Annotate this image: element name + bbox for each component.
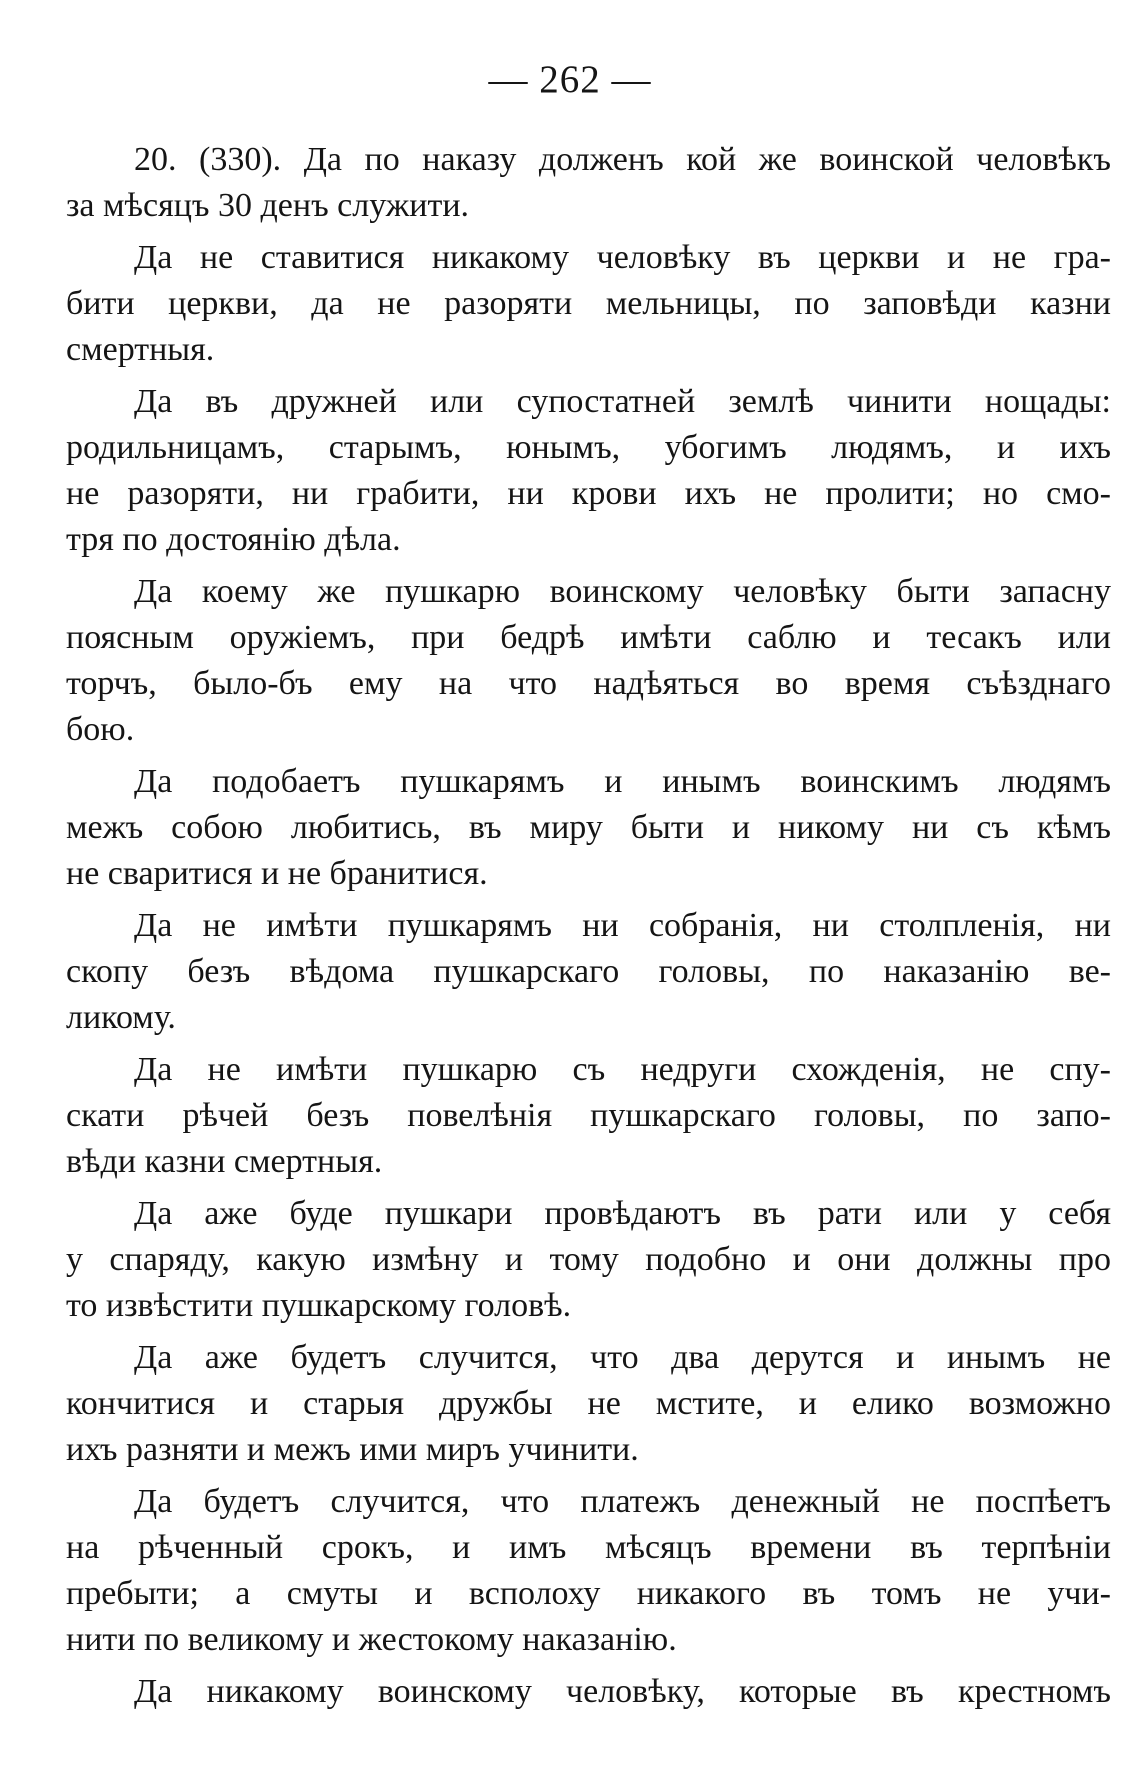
text-line: родильницамъ, старымъ, юнымъ, убогимъ людямъ, и ихъ: [66, 429, 1111, 466]
text-line: Да аже будетъ случится, что два дерутся и инымъ не: [134, 1339, 1111, 1376]
text-line: не разоряти, ни грабити, ни крови ихъ не пролити; но смо-: [66, 475, 1111, 512]
text-line: торчъ, было-бъ ему на что надѣяться во время съѣзднаго: [66, 665, 1111, 702]
text-line: бою.: [66, 711, 135, 748]
text-line: кончитися и старыя дружбы не мстите, и елико возможно: [66, 1385, 1111, 1422]
text-line: то извѣстити пушкарскому головѣ.: [66, 1287, 572, 1324]
text-line: поясным оружіемъ, при бедрѣ имѣти саблю и тесакъ или: [66, 619, 1111, 656]
paragraph: [66, 903, 1111, 1041]
text-line: бити церкви, да не разоряти мельницы, по заповѣди казни: [66, 285, 1111, 322]
text-line: не сваритися и не бранитися.: [66, 855, 488, 892]
text-line: на рѣченный срокъ, и имъ мѣсяцъ времени въ терпѣніи: [66, 1529, 1111, 1566]
paragraph: [66, 1335, 1111, 1473]
text-line: у спаряду, какую измѣну и тому подобно и они должны про: [66, 1241, 1111, 1278]
text-line: смертныя.: [66, 331, 215, 368]
text-line: скопу безъ вѣдома пушкарскаго головы, по наказанію ве-: [66, 953, 1111, 990]
text-line: вѣди казни смертныя.: [66, 1143, 383, 1180]
text-line: нити по великому и жестокому наказанію.: [66, 1621, 677, 1658]
text-line: Да никакому воинскому человѣку, которые въ крестномъ: [134, 1673, 1111, 1710]
text-line: тря по достоянію дѣла.: [66, 521, 401, 558]
paragraph: [66, 137, 1111, 229]
text-line: Да будетъ случится, что платежъ денежный не поспѣетъ: [134, 1483, 1111, 1520]
paragraph: [66, 569, 1111, 753]
paragraph: [66, 1191, 1111, 1329]
text-line: пребыти; а смуты и всполоху никакого въ томъ не учи-: [66, 1575, 1111, 1612]
text-line: межъ собою любитись, въ миру быти и никому ни съ кѣмъ: [66, 809, 1111, 846]
text-line: Да не имѣти пушкарямъ ни собранія, ни столпленія, ни: [134, 907, 1111, 944]
text-line: скати рѣчей безъ повелѣнія пушкарскаго головы, по запо-: [66, 1097, 1111, 1134]
text-line: Да въ дружней или супостатней землѣ чинити нощады:: [134, 383, 1111, 420]
text-line: ликому.: [66, 999, 176, 1036]
paragraph: [66, 1669, 1111, 1715]
text-line: Да подобаетъ пушкарямъ и инымъ воинскимъ людямъ: [134, 763, 1111, 800]
text-line: Да аже буде пушкари провѣдаютъ въ рати или у себя: [134, 1195, 1111, 1232]
text-line: ихъ разняти и межъ ими миръ учинити.: [66, 1431, 639, 1468]
text-line: Да не ставитися никакому человѣку въ церкви и не гра-: [134, 239, 1111, 276]
paragraph: [66, 379, 1111, 563]
text-line: Да не имѣти пушкарю съ недруги схожденія, не спу-: [134, 1051, 1111, 1088]
paragraph: [66, 759, 1111, 897]
text-line: за мѣсяцъ 30 денъ служити.: [66, 187, 470, 224]
page-number: — 262 —: [488, 58, 652, 101]
text-line: Да коему же пушкарю воинскому человѣку быти запасну: [134, 573, 1111, 610]
body-text: [66, 137, 1111, 1721]
paragraph: [66, 235, 1111, 373]
text-line: 20. (330). Да по наказу долженъ кой же воинской человѣкъ: [134, 141, 1111, 178]
paragraph: [66, 1047, 1111, 1185]
paragraph: [66, 1479, 1111, 1663]
